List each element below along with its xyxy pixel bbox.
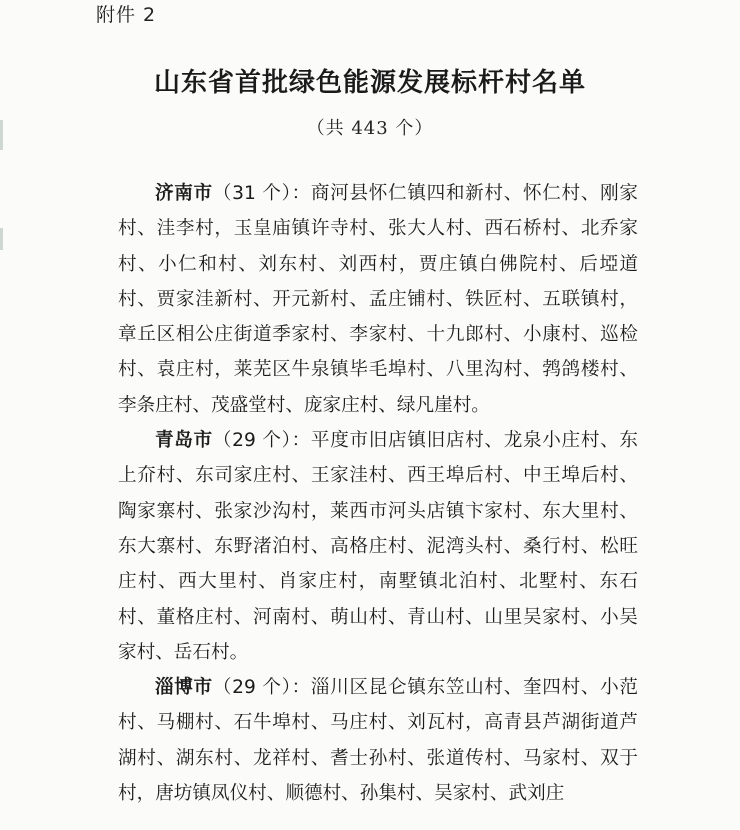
city-name: 青岛市 [155, 430, 213, 452]
village-list: 商河县怀仁镇四和新村、怀仁村、刚家村、洼李村，玉皇庙镇许寺村、张大人村、西石桥村、北乔家村、小仁和村、刘东村、刘西村，贾庄镇白佛院村、后埡道村、贾家洼新村、开元新村、孟庄铺村、铁匠村、五联镇村，章丘区相公庄街道季家村、李家村、十九郎村、小康村、巡检村、袁庄村，莱芜区牛泉镇毕毛埠村、八里沟村、鹁鸽楼村、李条庄村、茂盛堂村、庞家庄村、绿凡崖村。 [118, 183, 638, 416]
village-count: （29 个）： [212, 677, 311, 699]
document-body [118, 176, 638, 811]
section-qingdao [118, 423, 638, 670]
city-name: 济南市 [155, 183, 213, 204]
section-jinan [118, 176, 638, 423]
village-list: 平度市旧店镇旧店村、龙泉小庄村、东上夼村、东司家庄村、王家洼村、西王埠后村、中王埠后村、陶家寨村、张家沙沟村，莱西市河头店镇卞家村、东大里村、东大寨村、东野渚泊村、高格庄村、泥湾头村、桑行村、松旺庄村、西大里村、肖家庄村，南墅镇北泊村、北墅村、东石村、董格庄村、河南村、萌山村、青山村、山里吴家村、小吴家村、岳石村。 [118, 430, 638, 663]
scan-edge-mark [0, 228, 3, 250]
document-title: 山东省首批绿色能源发展标杆村名单 [153, 68, 586, 98]
document-subtitle: （共 443 个） [306, 118, 434, 139]
attachment-label: 附件 2 [96, 4, 157, 26]
village-list: 淄川区昆仑镇东笠山村、奎四村、小范村、马棚村、石牛埠村、马庄村、刘瓦村，高青县芦湖街道芦湖村、湖东村、龙祥村、耆士孙村、张道传村、马家村、双于村，唐坊镇凤仪村、顺德村、孙集村、吴家村、武刘庄 [118, 677, 638, 805]
village-count: （31 个）： [212, 183, 311, 204]
city-name: 淄博市 [155, 677, 213, 699]
village-count: （29 个）： [212, 430, 311, 452]
section-zibo [118, 670, 638, 811]
